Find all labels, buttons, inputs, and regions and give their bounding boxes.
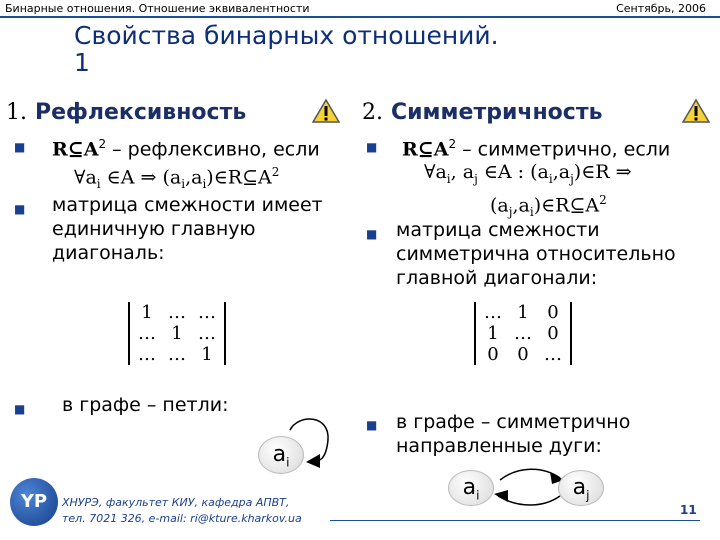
bullet-marker: ■	[366, 227, 378, 241]
matrix-cell: …	[514, 323, 532, 344]
bullet-marker: ■	[14, 140, 26, 154]
matrix-cell: 0	[517, 344, 529, 365]
symmetry-definition: $R⊆A^2$ – симметрично, если	[402, 137, 671, 161]
slide-title-line1: Свойства бинарных отношений.	[74, 21, 499, 50]
header-date: Сентябрь, 2006	[616, 2, 706, 15]
footer-contact: ХНУРЭ, факультет КИУ, кафедра АПВТ, тел. 7021 326, e-mail: ri@kture.kharkov.ua	[62, 496, 302, 525]
bullet-marker: ■	[366, 418, 378, 432]
reflexivity-title: Рефлексивность	[35, 100, 247, 125]
page-number: 11	[680, 503, 697, 517]
matrix-cell: 1	[141, 302, 153, 323]
matrix-cell: 1	[171, 323, 183, 344]
header-divider	[0, 16, 720, 18]
symmetric-matrix	[474, 302, 572, 365]
matrix-cell: …	[138, 344, 156, 365]
graph-node-ai: $a_i$	[258, 436, 304, 474]
matrix-cell: 0	[547, 302, 559, 323]
reflexivity-heading	[6, 100, 246, 125]
matrix-cell: 1	[201, 344, 213, 365]
bullet-marker: ■	[14, 402, 26, 416]
reflexivity-number: 1.	[6, 100, 27, 125]
symmetry-matrix-text: матрица смежности симметрична относительно главной диагонали:	[396, 219, 676, 289]
footer-divider	[330, 520, 700, 521]
warning-icon	[682, 98, 710, 124]
slide-title	[74, 22, 634, 76]
warning-icon	[312, 98, 340, 124]
reflexivity-graph-text: в графе – петли:	[62, 394, 229, 416]
matrix-cell: 1	[517, 302, 529, 323]
reflexivity-matrix-text: матрица смежности имеет единичную главную диагональ:	[52, 194, 323, 264]
matrix-cell: …	[544, 344, 562, 365]
matrix-cell: …	[198, 302, 216, 323]
symmetry-graph-text: в графе – симметрично направленные дуги:	[396, 411, 631, 457]
matrix-cell: 1	[487, 323, 499, 344]
matrix-cell: …	[198, 323, 216, 344]
slide-title-line2: 1	[74, 48, 90, 77]
matrix-cell: …	[138, 323, 156, 344]
reflexivity-formula: $\forall a_i$ ∈A ⇒ $(a_i,a_i)\in R⊆A^2$	[74, 165, 280, 192]
symmetry-formula-line2: $(a_j,a_i)\in R⊆A^2$	[490, 193, 607, 220]
bullet-marker: ■	[366, 140, 378, 154]
graph-node-ai: $a_i$	[448, 470, 494, 506]
header-left-title: Бинарные отношения. Отношение эквивалентности	[5, 2, 310, 15]
graph-node-aj: $a_j$	[558, 470, 604, 506]
matrix-cell: …	[168, 344, 186, 365]
matrix-cell: 0	[487, 344, 499, 365]
symmetry-number: 2.	[362, 100, 383, 125]
identity-matrix	[128, 302, 226, 365]
matrix-cell: …	[168, 302, 186, 323]
symmetry-formula-line1: $\forall a_i$, $a_j$ ∈A : $(a_i,a_j)\in R$ ⇒	[424, 161, 632, 186]
matrix-cell: 0	[547, 323, 559, 344]
university-logo: YP	[10, 478, 58, 526]
matrix-cell: …	[484, 302, 502, 323]
bullet-marker: ■	[14, 202, 26, 216]
reflexivity-definition: $R⊆A^2$ – рефлексивно, если	[52, 137, 320, 161]
symmetry-heading	[362, 100, 602, 125]
symmetry-title: Симметричность	[391, 100, 603, 125]
